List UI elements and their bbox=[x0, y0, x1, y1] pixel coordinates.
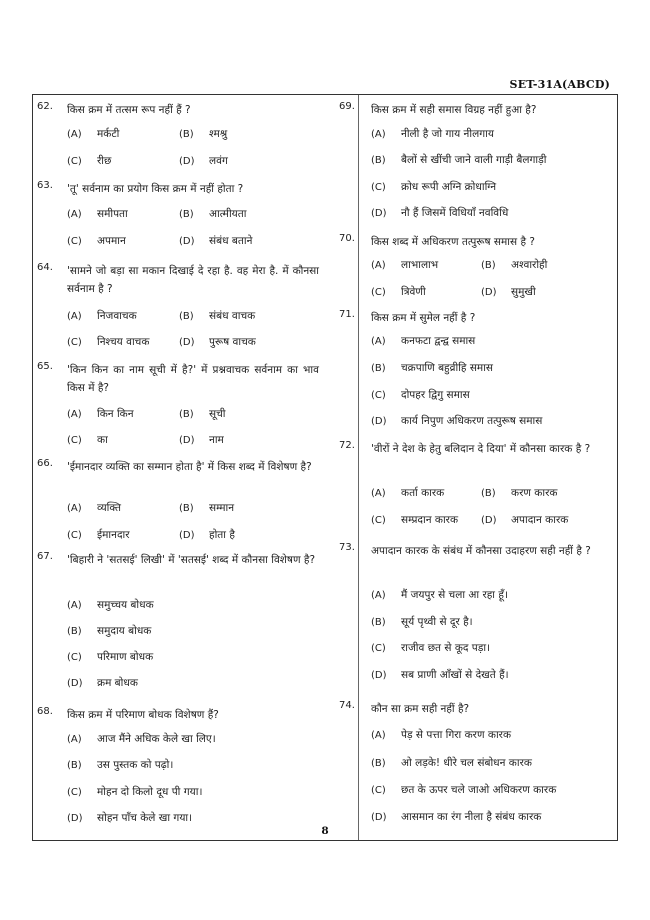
option-a[interactable] bbox=[371, 258, 438, 273]
option-b[interactable] bbox=[179, 127, 227, 142]
question-text: 'ईमानदार व्यक्ति का सम्मान होता है' में किस शब्द में विशेषण है? bbox=[67, 461, 312, 473]
question-number: 64. bbox=[37, 262, 53, 273]
option-text: का bbox=[97, 434, 108, 446]
option-label: (D) bbox=[371, 208, 387, 219]
option-label: (B) bbox=[67, 626, 82, 637]
question-number: 70. bbox=[339, 233, 355, 244]
option-text: होता है bbox=[209, 529, 235, 541]
option-c[interactable] bbox=[371, 783, 556, 798]
option-text: ओ लड़के! धीरे चल संबोधन कारक bbox=[401, 757, 532, 769]
option-c[interactable] bbox=[371, 180, 496, 195]
question-text: 'बिहारी ने 'सतसई' लिखी' में 'सतसई' शब्द में कौनसा विशेषण है? bbox=[67, 554, 316, 566]
option-d[interactable] bbox=[371, 810, 541, 825]
option-b[interactable] bbox=[371, 361, 493, 376]
option-c[interactable] bbox=[371, 285, 426, 300]
option-b[interactable] bbox=[179, 309, 255, 324]
option-text: क्रम बोधक bbox=[97, 677, 138, 689]
option-label: (A) bbox=[67, 503, 82, 514]
option-label: (C) bbox=[371, 643, 386, 654]
option-text: आत्मीयता bbox=[209, 208, 247, 220]
question-number: 63. bbox=[37, 180, 53, 191]
option-text: सम्प्रदान कारक bbox=[401, 514, 459, 526]
option-text: लाभालाभ bbox=[401, 259, 439, 271]
option-label: (B) bbox=[371, 758, 386, 769]
option-label: (D) bbox=[371, 812, 387, 823]
option-text: अश्वारोही bbox=[511, 259, 548, 271]
question-number: 65. bbox=[37, 361, 53, 372]
option-text: व्यक्ति bbox=[97, 502, 122, 514]
option-text: किन किन bbox=[97, 408, 134, 420]
page-number: 8 bbox=[321, 825, 329, 837]
option-a[interactable] bbox=[67, 207, 128, 222]
question-number: 71. bbox=[339, 309, 355, 320]
option-label: (C) bbox=[371, 785, 386, 796]
option-text: नौ हैं जिसमें विधियाँ नवविधि bbox=[401, 207, 509, 219]
option-label: (B) bbox=[179, 503, 194, 514]
option-text: नीली है जो गाय नीलगाय bbox=[401, 128, 494, 140]
option-c[interactable] bbox=[67, 650, 153, 665]
question-text: कौन सा क्रम सही नहीं है? bbox=[371, 703, 470, 715]
option-text: समुदाय बोधक bbox=[97, 625, 152, 637]
option-text: परिमाण बोधक bbox=[97, 651, 154, 663]
option-text: श्मश्रु bbox=[209, 128, 228, 140]
question-frame bbox=[32, 94, 618, 841]
question-number: 72. bbox=[339, 440, 355, 451]
option-label: (C) bbox=[371, 390, 386, 401]
option-text: करण कारक bbox=[511, 487, 558, 499]
question-text: अपादान कारक के संबंध में कौनसा उदाहरण सही नहीं है ? bbox=[371, 545, 591, 557]
question-number: 66. bbox=[37, 458, 53, 469]
option-d[interactable] bbox=[179, 154, 228, 169]
option-label: (A) bbox=[371, 260, 386, 271]
option-text: निश्चय वाचक bbox=[97, 336, 150, 348]
option-label: (A) bbox=[67, 129, 82, 140]
option-text: अपादान कारक bbox=[511, 514, 569, 526]
option-text: पुरूष वाचक bbox=[209, 336, 256, 348]
option-label: (B) bbox=[179, 209, 194, 220]
option-text: निजवाचक bbox=[97, 310, 137, 322]
option-d[interactable] bbox=[481, 285, 536, 300]
option-label: (C) bbox=[67, 156, 82, 167]
question-text: किस क्रम में सही समास विग्रह नहीं हुआ है? bbox=[371, 104, 537, 116]
option-c[interactable] bbox=[371, 513, 458, 528]
option-d[interactable] bbox=[67, 676, 138, 691]
question-number: 67. bbox=[37, 551, 53, 562]
option-text: त्रिवेणी bbox=[401, 286, 426, 298]
question-number: 69. bbox=[339, 101, 355, 112]
option-b[interactable] bbox=[371, 756, 532, 771]
option-c[interactable] bbox=[67, 234, 126, 249]
option-label: (D) bbox=[481, 515, 497, 526]
option-label: (B) bbox=[371, 155, 386, 166]
option-label: (A) bbox=[371, 730, 386, 741]
option-text: संबंध वाचक bbox=[209, 310, 256, 322]
option-c[interactable] bbox=[67, 785, 202, 800]
question-text: किस क्रम में सुमेल नहीं है ? bbox=[371, 312, 476, 324]
option-d[interactable] bbox=[371, 414, 542, 429]
option-a[interactable] bbox=[67, 407, 134, 422]
option-text: मोहन दो किलो दूध पी गया। bbox=[97, 786, 203, 798]
option-text: कनफटा द्वन्द्व समास bbox=[401, 335, 476, 347]
option-label: (A) bbox=[67, 409, 82, 420]
question-number: 73. bbox=[339, 542, 355, 553]
option-a[interactable] bbox=[371, 334, 475, 349]
option-label: (D) bbox=[371, 416, 387, 427]
option-text: मैं जयपुर से चला आ रहा हूँ। bbox=[401, 589, 508, 601]
option-label: (D) bbox=[67, 678, 83, 689]
option-text: कार्य निपुण अधिकरण तत्पुरूष समास bbox=[401, 415, 543, 427]
option-b[interactable] bbox=[67, 758, 173, 773]
option-label: (A) bbox=[67, 600, 82, 611]
option-label: (C) bbox=[67, 435, 82, 446]
option-label: (C) bbox=[67, 530, 82, 541]
option-text: सूर्य पृथ्वी से दूर है। bbox=[401, 616, 473, 628]
option-d[interactable] bbox=[481, 513, 568, 528]
option-text: रीछ bbox=[97, 155, 112, 167]
option-a[interactable] bbox=[371, 127, 494, 142]
option-label: (A) bbox=[371, 336, 386, 347]
option-label: (C) bbox=[371, 515, 386, 526]
option-b[interactable] bbox=[179, 501, 234, 516]
option-text: पेड़ से पत्ता गिरा करण कारक bbox=[401, 729, 512, 741]
option-a[interactable] bbox=[371, 588, 508, 603]
option-text: लवंग bbox=[209, 155, 228, 167]
option-label: (B) bbox=[179, 409, 194, 420]
option-d[interactable] bbox=[371, 206, 508, 221]
option-label: (C) bbox=[67, 337, 82, 348]
option-label: (B) bbox=[371, 363, 386, 374]
option-label: (C) bbox=[67, 787, 82, 798]
option-b[interactable] bbox=[67, 624, 151, 639]
option-text: सोहन पाँच केले खा गया। bbox=[97, 812, 193, 824]
option-text: चक्रपाणि बहुव्रीहि समास bbox=[401, 362, 494, 374]
option-label: (B) bbox=[179, 129, 194, 140]
option-a[interactable] bbox=[371, 486, 444, 501]
option-d[interactable] bbox=[179, 528, 235, 543]
option-text: नाम bbox=[209, 434, 224, 446]
option-text: अपमान bbox=[97, 235, 126, 247]
option-label: (A) bbox=[67, 734, 82, 745]
option-c[interactable] bbox=[67, 433, 108, 448]
option-b[interactable] bbox=[371, 153, 546, 168]
option-b[interactable] bbox=[179, 407, 226, 422]
option-d[interactable] bbox=[371, 668, 509, 683]
question-text: किस क्रम में तत्सम रूप नहीं हैं ? bbox=[67, 104, 191, 116]
option-label: (D) bbox=[179, 435, 195, 446]
question-text: 'तू' सर्वनाम का प्रयोग किस क्रम में नहीं होता ? bbox=[67, 183, 244, 195]
option-label: (C) bbox=[371, 182, 386, 193]
option-label: (B) bbox=[481, 260, 496, 271]
question-number: 62. bbox=[37, 101, 53, 112]
option-a[interactable] bbox=[371, 728, 511, 743]
option-b[interactable] bbox=[481, 486, 557, 501]
option-label: (D) bbox=[179, 236, 195, 247]
option-c[interactable] bbox=[371, 388, 470, 403]
option-a[interactable] bbox=[67, 598, 154, 613]
question-number: 74. bbox=[339, 700, 355, 711]
question-text: 'वीरों ने देश के हेतु बलिदान दे दिया' में कौनसा कारक है ? bbox=[371, 443, 591, 455]
option-d[interactable] bbox=[179, 433, 224, 448]
option-label: (D) bbox=[67, 813, 83, 824]
option-label: (A) bbox=[67, 311, 82, 322]
option-text: सम्मान bbox=[209, 502, 235, 514]
option-text: दोपहर द्विगु समास bbox=[401, 389, 470, 401]
option-label: (D) bbox=[179, 156, 195, 167]
column-divider bbox=[358, 95, 359, 840]
option-b[interactable] bbox=[481, 258, 547, 273]
option-text: सूची bbox=[209, 408, 226, 420]
option-text: ईमानदार bbox=[97, 529, 130, 541]
option-label: (C) bbox=[371, 287, 386, 298]
option-d[interactable] bbox=[67, 811, 192, 826]
option-label: (A) bbox=[371, 488, 386, 499]
question-text: किस शब्द में अधिकरण तत्पुरूष समास है ? bbox=[371, 236, 535, 248]
option-label: (C) bbox=[67, 236, 82, 247]
option-text: संबंध बताने bbox=[209, 235, 253, 247]
option-text: मर्कटी bbox=[97, 128, 120, 140]
option-label: (D) bbox=[179, 337, 195, 348]
option-a[interactable] bbox=[67, 309, 137, 324]
option-text: आसमान का रंग नीला है संबंध कारक bbox=[401, 811, 542, 823]
option-a[interactable] bbox=[67, 501, 121, 516]
option-c[interactable] bbox=[371, 641, 490, 656]
option-label: (A) bbox=[371, 129, 386, 140]
option-text: छत के ऊपर चले जाओ अधिकरण कारक bbox=[401, 784, 557, 796]
option-d[interactable] bbox=[179, 234, 252, 249]
option-label: (B) bbox=[371, 617, 386, 628]
option-label: (C) bbox=[67, 652, 82, 663]
option-a[interactable] bbox=[67, 127, 119, 142]
option-label: (B) bbox=[67, 760, 82, 771]
question-text: किस क्रम में परिमाण बोधक विशेषण हैं? bbox=[67, 709, 219, 721]
option-label: (B) bbox=[179, 311, 194, 322]
option-text: समीपता bbox=[97, 208, 128, 220]
option-text: आज मैंने अधिक केले खा लिए। bbox=[97, 733, 216, 745]
option-text: कर्ता कारक bbox=[401, 487, 445, 499]
option-text: बैलों से खींची जाने वाली गाड़ी बैलगाड़ी bbox=[401, 154, 547, 166]
option-label: (D) bbox=[371, 670, 387, 681]
question-text: 'किन किन का नाम सूची में है?' में प्रश्नवाचक सर्वनाम का भाव किस में है? bbox=[67, 364, 319, 394]
option-c[interactable] bbox=[67, 528, 130, 543]
option-text: उस पुस्तक को पढ़ो। bbox=[97, 759, 174, 771]
question-text: 'सामने जो बड़ा सा मकान दिखाई दे रहा है. वह मेरा है. में कौनसा सर्वनाम है ? bbox=[67, 265, 319, 295]
question-number: 68. bbox=[37, 706, 53, 717]
option-label: (A) bbox=[371, 590, 386, 601]
option-text: सब प्राणी आँखों से देखते हैं। bbox=[401, 669, 509, 681]
option-d[interactable] bbox=[179, 335, 256, 350]
option-label: (D) bbox=[179, 530, 195, 541]
option-c[interactable] bbox=[67, 154, 111, 169]
option-text: क्रोध रूपी अग्नि क्रोधाग्नि bbox=[401, 181, 497, 193]
option-c[interactable] bbox=[67, 335, 149, 350]
option-text: सुमुखी bbox=[511, 286, 536, 298]
option-b[interactable] bbox=[371, 615, 473, 630]
set-label: SET-31A(ABCD) bbox=[509, 78, 610, 91]
option-label: (A) bbox=[67, 209, 82, 220]
option-text: समुच्चय बोधक bbox=[97, 599, 154, 611]
option-a[interactable] bbox=[67, 732, 216, 747]
option-label: (B) bbox=[481, 488, 496, 499]
option-label: (D) bbox=[481, 287, 497, 298]
option-b[interactable] bbox=[179, 207, 246, 222]
option-text: राजीव छत से कूद पड़ा। bbox=[401, 642, 491, 654]
